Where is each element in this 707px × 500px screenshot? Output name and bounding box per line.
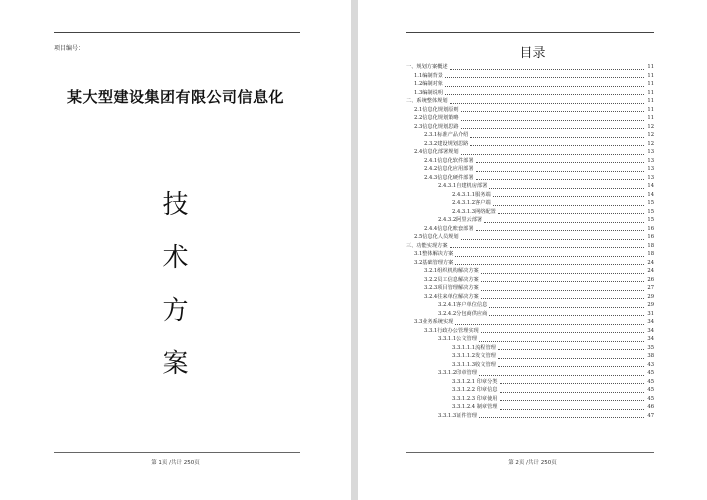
toc-entry[interactable] xyxy=(406,123,654,132)
toc-entry-label: 2.4.3.1.3网络配置 xyxy=(452,208,496,215)
toc-entry[interactable] xyxy=(406,114,654,123)
toc-entry[interactable] xyxy=(406,395,654,404)
toc-dot-leader xyxy=(484,222,644,223)
toc-entry-label: 2.1信息化规划原则 xyxy=(414,106,459,113)
toc-entry[interactable] xyxy=(406,310,654,319)
toc-entry-label: 3.2基础管理方案 xyxy=(414,259,454,266)
toc-entry-page-number: 45 xyxy=(647,378,654,385)
toc-dot-leader xyxy=(489,307,644,308)
toc-entry[interactable] xyxy=(406,148,654,157)
toc-dot-leader xyxy=(461,128,644,129)
toc-entry[interactable] xyxy=(406,97,654,106)
toc-entry-label: 2.4.3.1自建机房部署 xyxy=(438,183,488,189)
toc-entry-page-number: 12 xyxy=(647,123,654,130)
toc-entry-label: 二、系统整体规划 xyxy=(406,98,448,104)
toc-entry-page-number: 18 xyxy=(647,242,654,249)
toc-title: 目录 xyxy=(519,46,546,61)
toc-dot-leader xyxy=(500,392,645,393)
toc-dot-leader xyxy=(493,196,644,197)
toc-entry-page-number: 38 xyxy=(647,353,654,359)
toc-entry[interactable] xyxy=(406,106,654,115)
toc-dot-leader xyxy=(481,298,644,299)
toc-entry-page-number: 29 xyxy=(647,293,654,300)
toc-entry[interactable] xyxy=(406,276,654,285)
toc-dot-leader xyxy=(481,290,644,291)
toc-entry-page-number: 45 xyxy=(647,395,654,402)
toc-dot-leader xyxy=(476,179,644,180)
toc-entry[interactable] xyxy=(406,233,654,242)
toc-entry-page-number: 45 xyxy=(647,370,654,376)
toc-entry-page-number: 11 xyxy=(647,98,654,104)
toc-entry-label: 3.3.1.2.4 制章管理 xyxy=(452,404,498,410)
header-rule xyxy=(406,32,654,33)
toc-entry-page-number: 11 xyxy=(647,106,654,113)
toc-entry-page-number: 24 xyxy=(647,268,654,274)
toc-entry-label: 3.2.4.2分包商供应商 xyxy=(438,310,488,317)
toc-entry-label: 3.3.1.2印章管理 xyxy=(438,370,477,376)
toc-entry[interactable] xyxy=(406,225,654,234)
toc-entry-label: 3.3.1.3证件管理 xyxy=(438,412,477,419)
toc-entry-page-number: 11 xyxy=(647,72,654,79)
toc-entry-label: 3.3.1.2.1 印章分类 xyxy=(452,378,498,385)
toc-entry-page-number: 26 xyxy=(647,276,654,283)
toc-entry-label: 2.2信息化规划策略 xyxy=(414,115,459,121)
toc-entry-label: 2.4.4信息化账套部署 xyxy=(424,225,474,232)
toc-dot-leader xyxy=(450,247,644,248)
toc-dot-leader xyxy=(461,239,644,240)
toc-entry-label: 3.2.4.1客户单位信息 xyxy=(438,302,488,308)
toc-entry[interactable] xyxy=(406,318,654,327)
toc-dot-leader xyxy=(461,120,644,121)
toc-list xyxy=(406,63,654,420)
toc-entry[interactable] xyxy=(406,412,654,421)
toc-entry[interactable] xyxy=(406,369,654,378)
toc-entry-label: 3.3.1.1.3收文管理 xyxy=(452,361,496,368)
toc-entry-label: 3.2.2员工信息解决方案 xyxy=(424,276,479,283)
toc-dot-leader xyxy=(445,94,644,95)
toc-entry-label: 2.4.3.1.2客户端 xyxy=(452,200,491,206)
toc-dot-leader xyxy=(450,69,644,70)
toc-entry-label: 2.4.1信息化软件部署 xyxy=(424,157,474,164)
toc-entry-page-number: 15 xyxy=(647,217,654,223)
cover-title-char: 术 xyxy=(162,243,189,273)
toc-entry-page-number: 24 xyxy=(647,259,654,266)
toc-dot-leader xyxy=(476,230,644,231)
toc-dot-leader xyxy=(479,417,644,418)
toc-entry[interactable] xyxy=(406,157,654,166)
toc-entry-label: 3.2.1组织机构解决方案 xyxy=(424,268,479,274)
company-title: 某大型建设集团有限公司信息化 xyxy=(66,88,284,106)
cover-title-char: 技 xyxy=(162,190,189,220)
toc-dot-leader xyxy=(455,264,644,265)
toc-entry[interactable] xyxy=(406,131,654,140)
toc-entry-page-number: 43 xyxy=(647,361,654,368)
toc-entry-page-number: 18 xyxy=(647,251,654,257)
toc-entry[interactable] xyxy=(406,352,654,361)
toc-dot-leader xyxy=(461,154,644,155)
toc-entry[interactable] xyxy=(406,199,654,208)
toc-dot-leader xyxy=(500,409,645,410)
toc-entry-label: 2.4.2信息化应用部署 xyxy=(424,166,474,172)
toc-entry[interactable] xyxy=(406,386,654,395)
toc-entry-label: 2.3.2建设规划思路 xyxy=(424,140,469,147)
toc-dot-leader xyxy=(445,86,644,87)
toc-entry-page-number: 13 xyxy=(647,174,654,181)
toc-entry-label: 1.2编制对象 xyxy=(414,81,443,87)
toc-dot-leader xyxy=(498,366,644,367)
toc-entry-page-number: 35 xyxy=(647,344,654,351)
toc-entry-label: 3.2.4往来单位解决方案 xyxy=(424,293,479,300)
toc-entry-page-number: 34 xyxy=(647,319,654,325)
toc-entry[interactable] xyxy=(406,344,654,353)
toc-entry[interactable] xyxy=(406,208,654,217)
toc-dot-leader xyxy=(476,171,644,172)
toc-entry[interactable] xyxy=(406,242,654,251)
toc-entry-page-number: 13 xyxy=(647,157,654,164)
page-footer: 第 2页 /共计 250页 xyxy=(508,460,557,466)
toc-entry[interactable] xyxy=(406,361,654,370)
toc-entry-page-number: 45 xyxy=(647,387,654,393)
toc-entry[interactable] xyxy=(406,63,654,72)
project-number-label: 项目编号： xyxy=(54,45,85,52)
toc-entry[interactable] xyxy=(406,140,654,149)
toc-dot-leader xyxy=(498,213,644,214)
toc-entry-page-number: 46 xyxy=(647,404,654,410)
header-rule xyxy=(54,32,300,33)
toc-entry[interactable] xyxy=(406,216,654,225)
toc-entry-page-number: 34 xyxy=(647,336,654,342)
footer-rule xyxy=(406,452,654,453)
toc-entry[interactable] xyxy=(406,250,654,259)
toc-entry[interactable] xyxy=(406,335,654,344)
toc-entry-label: 3.3业务系统实现 xyxy=(414,319,454,325)
toc-dot-leader xyxy=(450,103,644,104)
toc-dot-leader xyxy=(455,256,644,257)
toc-dot-leader xyxy=(500,400,645,401)
toc-entry-page-number: 12 xyxy=(647,140,654,147)
toc-entry-label: 3.3.1行政办公管理实现 xyxy=(424,327,479,334)
toc-entry[interactable] xyxy=(406,293,654,302)
toc-dot-leader xyxy=(455,324,644,325)
toc-dot-leader xyxy=(481,273,644,274)
toc-dot-leader xyxy=(479,375,644,376)
toc-entry-page-number: 15 xyxy=(647,200,654,206)
toc-entry-page-number: 16 xyxy=(647,225,654,232)
toc-entry-label: 2.4.3.2阿里云部署 xyxy=(438,217,483,223)
toc-entry-label: 2.3信息化规划思路 xyxy=(414,123,459,130)
toc-entry-label: 3.3.1.1.2发文管理 xyxy=(452,353,496,359)
toc-entry-page-number: 12 xyxy=(647,132,654,138)
toc-entry-label: 3.3.1.1.1流程管理 xyxy=(452,344,496,351)
toc-entry-label: 2.4信息化部署规划 xyxy=(414,149,459,155)
toc-entry-label: 三、功能实现方案 xyxy=(406,242,448,249)
toc-entry[interactable] xyxy=(406,378,654,387)
toc-dot-leader xyxy=(493,205,644,206)
toc-entry-page-number: 14 xyxy=(647,183,654,189)
toc-dot-leader xyxy=(489,315,644,316)
toc-entry-label: 3.3.1.2.3 印章使用 xyxy=(452,395,498,402)
toc-dot-leader xyxy=(500,383,645,384)
cover-page xyxy=(0,0,351,500)
toc-entry[interactable] xyxy=(406,403,654,412)
toc-entry[interactable] xyxy=(406,327,654,336)
toc-dot-leader xyxy=(470,137,644,138)
toc-entry-label: 一、规划方案概述 xyxy=(406,64,448,70)
toc-page xyxy=(358,0,707,500)
toc-dot-leader xyxy=(445,77,644,78)
toc-dot-leader xyxy=(498,358,644,359)
toc-dot-leader xyxy=(470,145,644,146)
toc-entry-page-number: 29 xyxy=(647,302,654,308)
toc-entry-page-number: 11 xyxy=(647,81,654,87)
toc-entry[interactable] xyxy=(406,284,654,293)
toc-dot-leader xyxy=(479,341,644,342)
toc-entry-label: 3.3.1.2.2 印章信息 xyxy=(452,387,498,393)
toc-entry[interactable] xyxy=(406,89,654,98)
toc-entry-label: 2.4.3信息化硬件部署 xyxy=(424,174,474,181)
toc-dot-leader xyxy=(481,332,644,333)
toc-entry-page-number: 11 xyxy=(647,64,654,70)
footer-rule xyxy=(54,452,300,453)
toc-entry[interactable] xyxy=(406,72,654,81)
page-footer: 第 1页 /共计 250页 xyxy=(151,460,200,466)
toc-entry[interactable] xyxy=(406,259,654,268)
toc-entry-label: 2.4.3.1.1服务端 xyxy=(452,191,491,198)
toc-dot-leader xyxy=(498,349,644,350)
toc-entry-label: 3.1整体解决方案 xyxy=(414,251,454,257)
toc-entry-label: 3.2.3项目管理解决方案 xyxy=(424,285,479,291)
toc-entry[interactable] xyxy=(406,191,654,200)
toc-entry-page-number: 13 xyxy=(647,149,654,155)
toc-entry[interactable] xyxy=(406,165,654,174)
toc-entry-page-number: 16 xyxy=(647,234,654,240)
toc-entry-page-number: 15 xyxy=(647,208,654,215)
cover-title-char: 方 xyxy=(162,296,189,326)
toc-dot-leader xyxy=(461,111,644,112)
toc-entry-page-number: 47 xyxy=(647,412,654,419)
toc-dot-leader xyxy=(476,162,644,163)
toc-entry[interactable] xyxy=(406,301,654,310)
toc-entry[interactable] xyxy=(406,174,654,183)
toc-entry-label: 3.3.1.1公文管理 xyxy=(438,336,477,342)
toc-entry-label: 2.3.1标准产品介绍 xyxy=(424,132,469,138)
cover-title-char: 案 xyxy=(162,349,189,379)
toc-entry-page-number: 34 xyxy=(647,327,654,334)
toc-dot-leader xyxy=(481,281,644,282)
toc-entry-page-number: 31 xyxy=(647,310,654,317)
toc-entry-label: 2.5信息化人员规划 xyxy=(414,234,459,240)
toc-entry[interactable] xyxy=(406,182,654,191)
toc-entry[interactable] xyxy=(406,267,654,276)
toc-entry-page-number: 11 xyxy=(647,115,654,121)
toc-dot-leader xyxy=(489,188,644,189)
toc-entry-page-number: 14 xyxy=(647,191,654,198)
toc-entry-page-number: 11 xyxy=(647,89,654,96)
toc-entry-label: 1.3编制说明 xyxy=(414,89,443,96)
toc-entry-page-number: 27 xyxy=(647,285,654,291)
toc-entry[interactable] xyxy=(406,80,654,89)
toc-entry-label: 1.1编制背景 xyxy=(414,72,443,79)
toc-entry-page-number: 13 xyxy=(647,166,654,172)
